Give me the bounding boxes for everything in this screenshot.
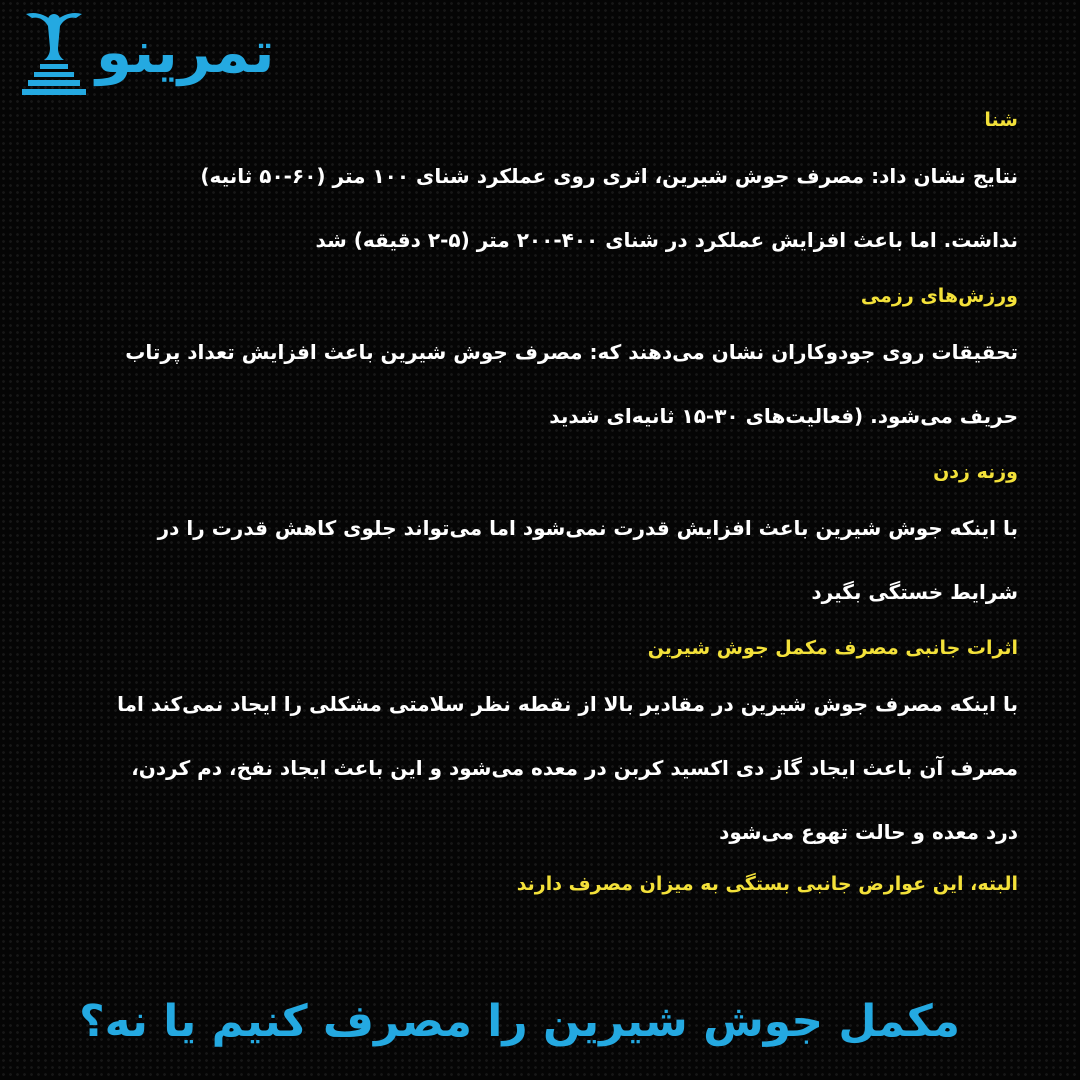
brand-logo (18, 6, 438, 102)
paragraph-line: نتایج نشان داد: مصرف جوش شیرین، اثری روی عملکرد شنای ۱۰۰ متر (۶۰-۵۰ ثانیه) (200, 164, 1018, 188)
paragraph-line: شرایط خستگی بگیرد (811, 580, 1018, 604)
section-heading-martial-arts: ورزش‌های رزمی (860, 285, 1018, 307)
section-heading-weightlifting: وزنه زدن (933, 461, 1018, 483)
paragraph-line: با اینکه جوش شیرین باعث افزایش قدرت نمی‌شود اما می‌تواند جلوی کاهش قدرت را در (157, 516, 1018, 540)
side-effects-note: البته، این عوارض جانبی بستگی به میزان مصرف دارند (516, 873, 1018, 895)
section-heading-side-effects: اثرات جانبی مصرف مکمل جوش شیرین (647, 637, 1018, 659)
article-body (50, 96, 1018, 904)
brand-name: تمرینو (96, 18, 275, 86)
paragraph-line: با اینکه مصرف جوش شیرین در مقادیر بالا از نقطه نظر سلامتی مشکلی را ایجاد نمی‌کند اما (117, 692, 1018, 716)
footer-title: مکمل جوش شیرین را مصرف کنیم یا نه؟ (79, 996, 960, 1047)
paragraph-line: تحقیقات روی جودوکاران نشان می‌دهند که: مصرف جوش شیرین باعث افزایش تعداد پرتاب (125, 340, 1018, 364)
paragraph-line: درد معده و حالت تهوع می‌شود (719, 820, 1018, 844)
section-heading-swimming: شنا (984, 109, 1018, 131)
paragraph-line: مصرف آن باعث ایجاد گاز دی اکسید کربن در معده می‌شود و این باعث ایجاد نفخ، دم کردن، (131, 756, 1018, 780)
trophy-icon (18, 8, 90, 96)
paragraph-line: نداشت. اما باعث افزایش عملکرد در شنای ۴۰۰-۲۰۰ متر (۵-۲ دقیقه) شد (315, 228, 1018, 252)
paragraph-line: حریف می‌شود. (فعالیت‌های ۳۰-۱۵ ثانیه‌ای شدید (549, 404, 1018, 428)
